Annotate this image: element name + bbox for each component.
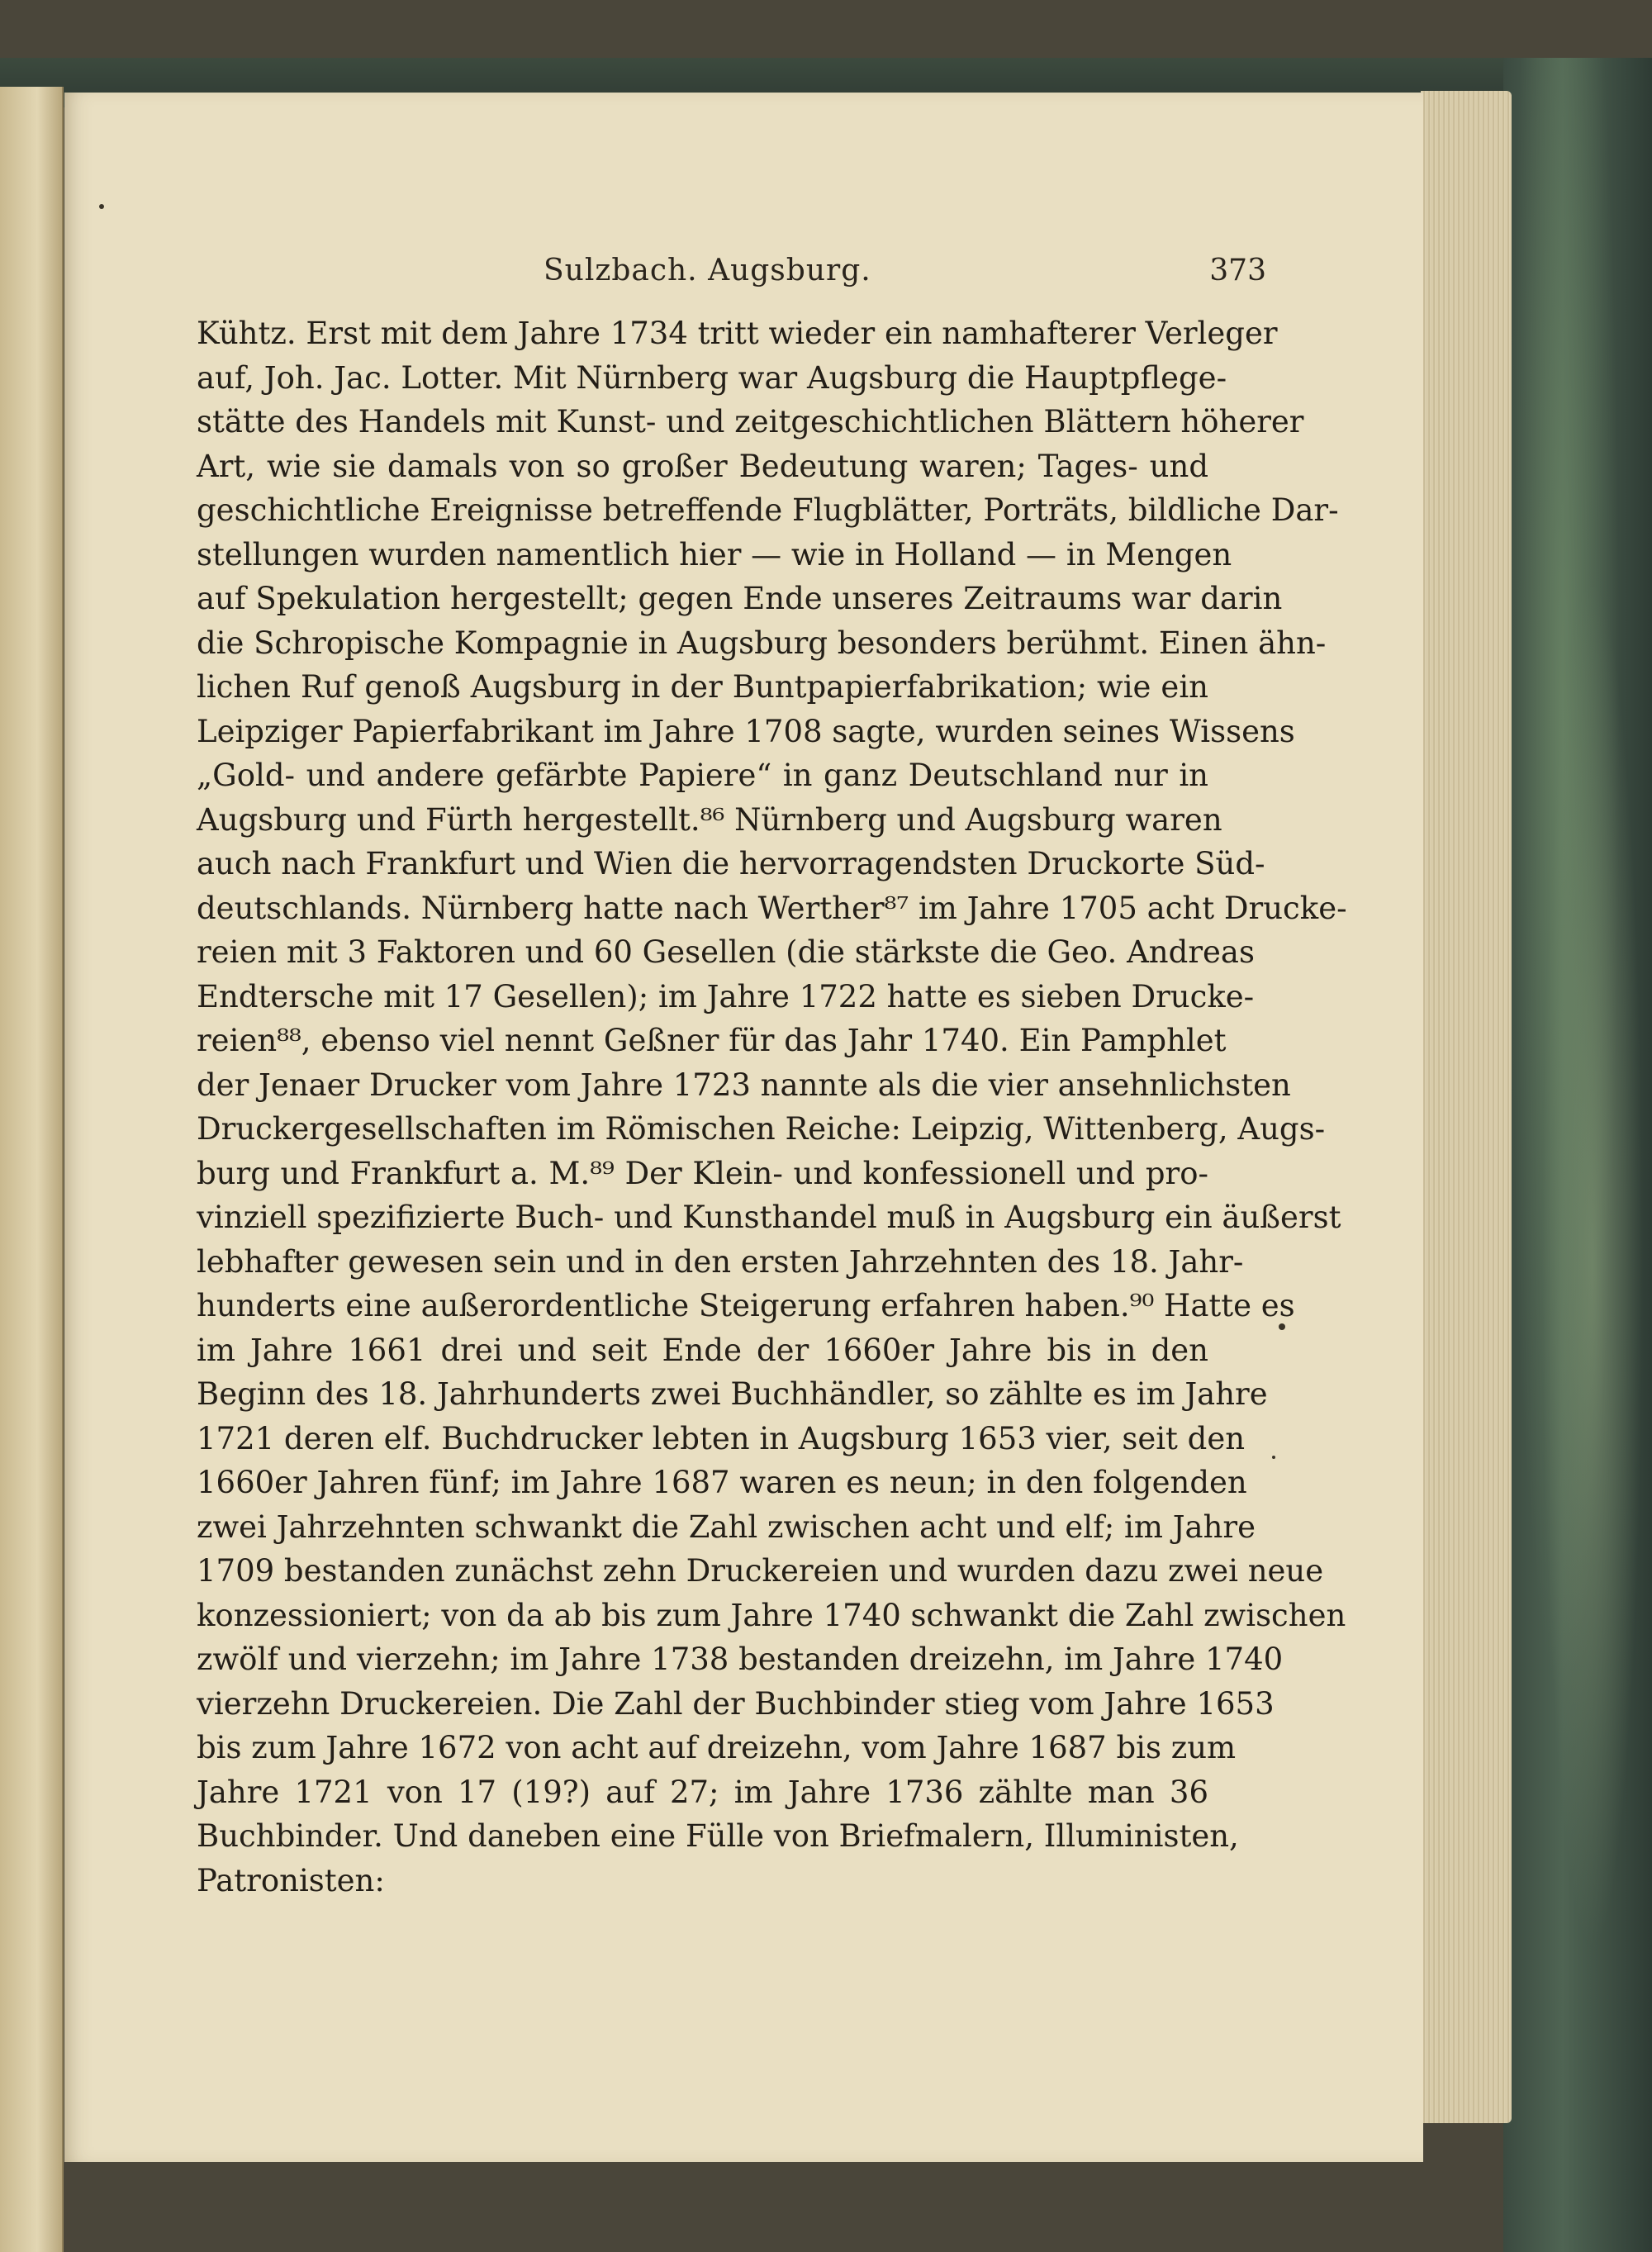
- text-line: reien⁸⁸, ebenso viel nennt Geßner für das Jahr 1740. Ein Pamphlet: [197, 1023, 1227, 1058]
- text-line: geschichtliche Ereignisse betreffende Flugblätter, Porträts, bildliche Dar-: [197, 492, 1339, 528]
- text-line: reien mit 3 Faktoren und 60 Gesellen (die stärkste die Geo. Andreas: [197, 934, 1255, 970]
- text-line: auch nach Frankfurt und Wien die hervorragendsten Druckorte Süd-: [197, 846, 1265, 881]
- text-line: vinziell spezifizierte Buch- und Kunsthandel muß in Augsburg ein äußerst: [197, 1200, 1341, 1235]
- facing-page-edge: [0, 87, 64, 2252]
- paper-speck: [1279, 1323, 1285, 1330]
- text-line: im Jahre 1661 drei und seit Ende der 1660er Jahre bis in den: [197, 1332, 1208, 1368]
- text-line: lichen Ruf genoß Augsburg in der Buntpapierfabrikation; wie ein: [197, 669, 1208, 705]
- text-line: bis zum Jahre 1672 von acht auf dreizehn, vom Jahre 1687 bis zum: [197, 1730, 1237, 1765]
- text-line: „Gold- und andere gefärbte Papiere“ in ganz Deutschland nur in: [197, 758, 1208, 793]
- text-line: der Jenaer Drucker vom Jahre 1723 nannte als die vier ansehnlichsten: [197, 1067, 1291, 1103]
- book-page: [64, 93, 1423, 2162]
- paper-speck: [1272, 1456, 1275, 1459]
- text-line: 1660er Jahren fünf; im Jahre 1687 waren es neun; in den folgenden: [197, 1465, 1247, 1500]
- text-line: Augsburg und Fürth hergestellt.⁸⁶ Nürnberg und Augsburg waren: [197, 801, 1222, 838]
- text-line: hunderts eine außerordentliche Steigerung erfahren haben.⁹⁰ Hatte es: [197, 1288, 1295, 1323]
- text-line: stätte des Handels mit Kunst- und zeitgeschichtlichen Blättern höherer: [197, 404, 1304, 439]
- body-text: [197, 311, 1347, 1903]
- text-line: Art, wie sie damals von so großer Bedeutung waren; Tages- und: [197, 448, 1208, 484]
- page-number: 373: [1209, 254, 1266, 287]
- text-line: die Schropische Kompagnie in Augsburg besonders berühmt. Einen ähn-: [197, 625, 1327, 661]
- text-line: lebhafter gewesen sein und in den ersten Jahrzehnten des 18. Jahr-: [197, 1243, 1244, 1280]
- text-line: vierzehn Druckereien. Die Zahl der Buchbinder stieg vom Jahre 1653: [197, 1685, 1275, 1722]
- text-line: zwei Jahrzehnten schwankt die Zahl zwischen acht und elf; im Jahre: [197, 1508, 1256, 1545]
- text-line: 1709 bestanden zunächst zehn Druckereien und wurden dazu zwei neue: [197, 1553, 1324, 1589]
- text-line: Endtersche mit 17 Gesellen); im Jahre 1722 hatte es sieben Drucke-: [197, 978, 1255, 1014]
- text-line: Druckergesellschaften im Römischen Reiche: Leipzig, Wittenberg, Augs-: [197, 1111, 1326, 1147]
- running-title: Sulzbach. Augsburg.: [544, 254, 871, 287]
- text-line: auf, Joh. Jac. Lotter. Mit Nürnberg war Augsburg die Hauptpflege-: [197, 359, 1227, 396]
- text-line: Kühtz. Erst mit dem Jahre 1734 tritt wieder ein namhafterer Verleger: [197, 316, 1278, 351]
- text-line: zwölf und vierzehn; im Jahre 1738 bestanden dreizehn, im Jahre 1740: [197, 1641, 1284, 1677]
- text-line: burg und Frankfurt a. M.⁸⁹ Der Klein- und konfessionell und pro-: [197, 1155, 1208, 1191]
- paper-speck: [99, 204, 104, 209]
- text-line: konzessioniert; von da ab bis zum Jahre 1740 schwankt die Zahl zwischen: [197, 1597, 1346, 1633]
- text-line: deutschlands. Nürnberg hatte nach Werther⁸⁷ im Jahre 1705 acht Drucke-: [197, 890, 1347, 926]
- book-cover-right: [1503, 58, 1652, 2252]
- text-line: Beginn des 18. Jahrhunderts zwei Buchhändler, so zählte es im Jahre: [197, 1376, 1268, 1412]
- text-line: Jahre 1721 von 17 (19?) auf 27; im Jahre 1736 zählte man 36: [197, 1774, 1208, 1810]
- text-line: 1721 deren elf. Buchdrucker lebten in Augsburg 1653 vier, seit den: [197, 1420, 1246, 1456]
- text-line: Leipziger Papierfabrikant im Jahre 1708 sagte, wurden seines Wissens: [197, 713, 1295, 749]
- page-block-edges: [1421, 91, 1512, 2123]
- page-header: [64, 254, 1423, 295]
- text-line: Buchbinder. Und daneben eine Fülle von Briefmalern, Illuministen,: [197, 1818, 1239, 1854]
- text-line: Patronisten:: [197, 1862, 385, 1898]
- text-line: stellungen wurden namentlich hier — wie in Holland — in Mengen: [197, 536, 1232, 573]
- text-line: auf Spekulation hergestellt; gegen Ende unseres Zeitraums war darin: [197, 581, 1283, 616]
